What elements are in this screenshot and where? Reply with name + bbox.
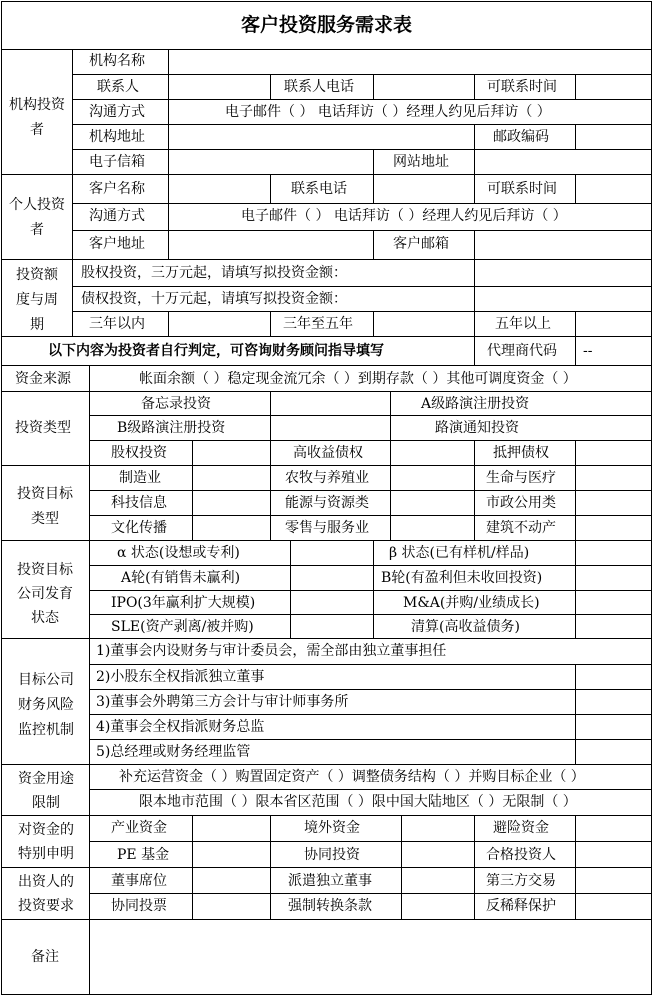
institution-section-label: 机构投资者 — [9, 97, 65, 138]
fund-source-label: 资金来源 — [15, 371, 71, 387]
individual-address-field[interactable] — [170, 231, 373, 259]
individual-comm-options[interactable]: 电子邮件（ ） 电话拜访（ ）经理人约见后拜访（ ） — [241, 208, 567, 224]
stage-item[interactable]: B轮(有盈利但未收回投资) — [381, 570, 543, 586]
individual-address-label: 客户地址 — [89, 236, 145, 252]
stage-item[interactable]: M&A(并购/业绩成长) — [403, 595, 540, 611]
institution-postcode-label: 邮政编码 — [493, 129, 549, 145]
agent-code-value[interactable]: -- — [583, 343, 593, 359]
individual-email-label: 客户邮箱 — [393, 236, 449, 252]
institution-comm-label: 沟通方式 — [89, 104, 145, 120]
stage-item[interactable]: β 状态(已有样机/样品) — [389, 545, 530, 561]
individual-name-field[interactable] — [170, 175, 270, 203]
fund-source-options[interactable]: 帐面余额（ ）稳定现金流冗余（ ）到期存款（ ）其他可调度资金（ ） — [139, 371, 577, 387]
agent-code-label: 代理商代码 — [487, 343, 557, 359]
remark-field[interactable] — [90, 920, 651, 994]
special-item[interactable]: 避险资金 — [493, 820, 549, 836]
institution-address-field[interactable] — [170, 125, 474, 149]
institution-available-time-field[interactable] — [576, 75, 651, 99]
special-item[interactable]: 合格投资人 — [486, 847, 556, 863]
target-type-section-label: 投资目标类型 — [17, 486, 73, 527]
target-type-item[interactable]: 科技信息 — [111, 495, 167, 511]
notice-text: 以下内容为投资者自行判定，可咨询财务顾问指导填写 — [48, 343, 384, 359]
individual-section-label: 个人投资者 — [9, 197, 65, 238]
stage-item[interactable]: SLE(资产剥离/被并购) — [111, 619, 254, 635]
individual-available-time-label: 可联系时间 — [487, 181, 557, 197]
individual-comm-label: 沟通方式 — [89, 208, 145, 224]
risk-item[interactable]: 1)董事会内设财务与审计委员会，需全部由独立董事担任 — [96, 643, 447, 659]
institution-address-label: 机构地址 — [89, 129, 145, 145]
institution-email-field[interactable] — [170, 150, 373, 174]
individual-phone-field[interactable] — [374, 175, 474, 203]
special-section-label: 对资金的特别申明 — [18, 822, 74, 862]
equity-amount-field[interactable] — [475, 260, 651, 286]
target-type-item[interactable]: 市政公用类 — [486, 495, 556, 511]
risk-item-field[interactable] — [576, 690, 651, 714]
period-option-3: 五年以上 — [495, 316, 551, 332]
investment-service-form — [1, 1, 652, 995]
invest-type-item[interactable]: 备忘录投资 — [141, 396, 211, 412]
target-type-item[interactable]: 建筑不动产 — [486, 520, 556, 536]
form-title: 客户投资服务需求表 — [240, 14, 412, 36]
risk-item-field[interactable] — [576, 665, 651, 689]
institution-contact-field[interactable] — [170, 75, 270, 99]
target-type-item[interactable]: 农牧与养殖业 — [285, 470, 369, 486]
individual-available-time-field[interactable] — [576, 175, 651, 203]
special-item[interactable]: 产业资金 — [111, 820, 167, 836]
institution-email-label: 电子信箱 — [89, 154, 145, 170]
invest-type-section-label: 投资类型 — [15, 420, 71, 436]
equity-amount-label: 股权投资，三万元起，请填写拟投资金额： — [81, 265, 347, 281]
target-type-item[interactable]: 生命与医疗 — [486, 470, 556, 486]
target-type-item[interactable]: 零售与服务业 — [285, 520, 369, 536]
institution-available-time-label: 可联系时间 — [487, 79, 557, 95]
usage-section-label: 资金用途限制 — [18, 771, 74, 811]
risk-section-label: 目标公司财务风险监控机制 — [18, 672, 74, 738]
individual-name-label: 客户名称 — [89, 181, 145, 197]
usage-options-2[interactable]: 限本地市范围（ ）限本省区范围（ ）限中国大陆地区（ ）无限制（ ） — [139, 794, 577, 810]
period-field-1[interactable] — [170, 312, 270, 336]
institution-website-label: 网站地址 — [393, 154, 449, 170]
invest-type-item[interactable]: 路演通知投资 — [435, 420, 519, 436]
amount-section-label: 投资额度与周期 — [16, 267, 58, 333]
risk-item-field[interactable] — [576, 740, 651, 764]
investor-req-item[interactable]: 强制转换条款 — [288, 898, 372, 914]
risk-item[interactable]: 5)总经理或财务经理监管 — [96, 744, 251, 760]
stage-section-label: 投资目标公司发育状态 — [17, 562, 73, 626]
period-option-2: 三年至五年 — [283, 316, 353, 332]
individual-phone-label: 联系电话 — [291, 181, 347, 197]
investor-req-item[interactable]: 反稀释保护 — [486, 898, 556, 914]
investor-req-item[interactable]: 协同投票 — [111, 898, 167, 914]
invest-type-item[interactable]: 高收益债权 — [293, 445, 363, 461]
target-type-item[interactable]: 文化传播 — [111, 520, 167, 536]
institution-contact-phone-field[interactable] — [374, 75, 474, 99]
special-item[interactable]: 境外资金 — [304, 820, 360, 836]
special-item[interactable]: 协同投资 — [304, 847, 360, 863]
risk-item-field[interactable] — [576, 715, 651, 739]
risk-item[interactable]: 4)董事会全权指派财务总监 — [96, 719, 265, 735]
institution-contact-phone-label: 联系人电话 — [284, 79, 354, 95]
investor-req-item[interactable]: 第三方交易 — [486, 873, 556, 889]
period-option-1: 三年以内 — [89, 316, 145, 332]
special-item[interactable]: PE 基金 — [117, 847, 170, 863]
stage-item[interactable]: α 状态(设想或专利) — [117, 545, 240, 561]
investor-req-section-label: 出资人的投资要求 — [18, 874, 74, 914]
risk-item-field[interactable] — [576, 639, 651, 664]
institution-name-field[interactable] — [170, 50, 651, 74]
investor-req-item[interactable]: 董事席位 — [111, 873, 167, 889]
target-type-item[interactable]: 制造业 — [119, 470, 161, 486]
target-type-item[interactable]: 能源与资源类 — [285, 495, 369, 511]
debt-amount-label: 债权投资，十万元起，请填写拟投资金额： — [81, 291, 347, 307]
individual-email-field[interactable] — [475, 231, 651, 259]
institution-contact-label: 联系人 — [97, 79, 139, 95]
invest-type-item[interactable]: 抵押债权 — [493, 445, 549, 461]
institution-name-label: 机构名称 — [89, 53, 145, 69]
institution-website-field[interactable] — [475, 150, 651, 174]
period-field-2[interactable] — [374, 312, 474, 336]
risk-item[interactable]: 2)小股东全权指派独立董事 — [96, 669, 265, 685]
period-field-3[interactable] — [576, 312, 651, 336]
usage-options-1[interactable]: 补充运营资金（ ）购置固定资产（ ）调整债务结构（ ）并购目标企业（ ） — [119, 769, 585, 785]
invest-type-item[interactable]: B级路演注册投资 — [117, 420, 226, 436]
invest-type-item[interactable]: A级路演注册投资 — [421, 396, 530, 412]
institution-postcode-field[interactable] — [576, 125, 651, 149]
invest-type-item[interactable]: 股权投资 — [111, 445, 167, 461]
risk-item[interactable]: 3)董事会外聘第三方会计与审计师事务所 — [96, 694, 349, 710]
stage-item[interactable]: 清算(高收益债务) — [411, 619, 520, 635]
stage-item[interactable]: A轮(有销售未赢利) — [121, 570, 241, 586]
institution-comm-options[interactable]: 电子邮件（ ） 电话拜访（ ）经理人约见后拜访（ ） — [225, 104, 551, 120]
remark-label: 备注 — [31, 949, 59, 965]
stage-item[interactable]: IPO(3年赢利扩大规模) — [111, 595, 256, 611]
investor-req-item[interactable]: 派遣独立董事 — [288, 873, 372, 889]
debt-amount-field[interactable] — [475, 287, 651, 311]
